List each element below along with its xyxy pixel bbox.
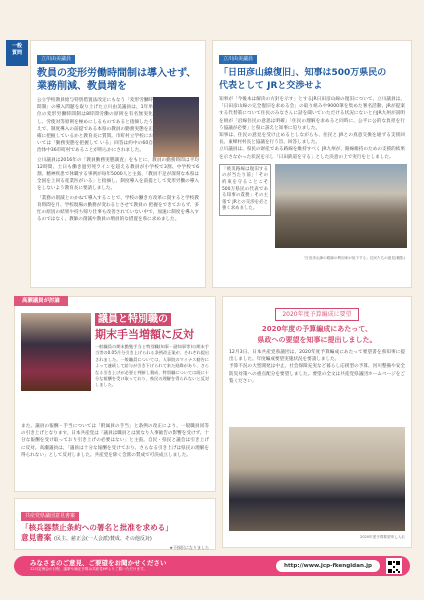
article2-body-p1: 知事が「今後本は解決の方針を示す」とするJR日田彦山線の復旧について、立川議員は、「日田彦山線の完全復旧を求める会」の取り組みや9000筆を集めた署名活動、JRが提案する代替策について住民のみなさんに話を聞いていただける状況にないと白JR九州が説明を組が「沿線住民の意思は明確」「住民の理解を求めると同時に、公平に公的な負担を行う協議が必要」と県に訴えと知事に迫りました。 <box>219 97 405 131</box>
article4-tag: 2020年度予算編成に要望 <box>275 308 358 321</box>
article3-body-p1: 一般職員の期末勤勉手当と特別職(知事・副知事等)の期末手当等の0.05月分引き上げられる条例改正案が、それぞれ提出されました。一般職員については、人事院のマイナス勧告によって連続して給与が引き下げられて来た経緯があり、さらなる引き上げが必要と判断し賛成、特別職については既に十分な報酬を受け取っており、県民の理解を得られないと反対しました。 <box>95 344 210 388</box>
article4-body-p2: 予算不況の大型開発は中止、社会保障充実など暮らし応援型の予算、河川整備や安全防災対策への重点配分を要望しました。要望の全文は共産党県議団ホームページをご覧ください。 <box>229 364 405 384</box>
article3-body-p2: また、議員の報酬・手当については「附属員の手当」と条例の改正により、一般職員同等の引き上げとなります。日本共産党は「議員は職員とは異なり人事勧告の影響を受けず、十分な報酬を受け取っており引き上げの必要はない」と主張。自民・県民と議会は引き上げに反対。高瀬議員は、「議員は十分な報酬を受けており、さらなる引き上げは県民の理解を得られない」として反対しました。共産党を除く会派の賛成で可決成立しました。 <box>21 424 209 458</box>
article2-headline-line1: 「日田彦山線復旧」、知事は500万県民の <box>219 68 387 78</box>
article2-photo-caption: 「日田彦山線の路線の利用率が低下する」住民たちの意見(撮影) <box>301 255 405 260</box>
speaker-photo <box>153 97 199 157</box>
article5-headline-line1: 「核兵器禁止条約への署名と批准を求める」 <box>21 523 173 532</box>
takase-photo <box>21 313 91 391</box>
article4-headline-line2: 県政への要望を知事に提出しました。 <box>257 336 377 344</box>
qr-code-icon <box>386 558 402 574</box>
article4-body-p1: 12月3日、日本共産党県議団は、2020年度予算編成にあたって要望書を県知事に提出しました。年度編成要望実施状況を要請しました。 <box>229 350 405 363</box>
article-hitahikosan-line <box>212 40 412 288</box>
badge-line1: 一般 <box>11 43 22 49</box>
article3-title-line1: 議員と特別職の <box>95 313 171 326</box>
footer-call: みなさまのご意見、ご要望をお聞かせください <box>30 559 167 567</box>
footer-url[interactable]: http://www.jcp-fkengidan.jp <box>276 560 380 572</box>
article2-quote: 「被災路線は復旧するのが当たり前」「その約束を守ることこそ500万県民の代表である知事の責務」その主張で JRとの交渉を必と強く求めました。 <box>219 164 271 216</box>
article-teacher-work-hours <box>30 40 206 288</box>
article1-body-p3: 「業務の削減とのかねて導入することで、学校の働き方改革に資すると学校教育時間を月、学校現場の勤務が変わるとさせて教員の 把握をできておらず、多忙の原因の結果や持ち帰り仕事も改善されていない中で、加速に制度を導入するのではなく、教師の削減や教員の増員的な措置を県に求めました。 <box>37 195 199 223</box>
budget-request-photo <box>229 427 405 531</box>
article5-headline-line2: 意見書案 <box>21 533 52 542</box>
article-bonus-increase <box>14 296 216 492</box>
crowd-photo <box>275 164 407 248</box>
article5-tag: 共産党県議団意見書案 <box>21 512 79 521</box>
article3-title-line2: 期末手当増額に反対 <box>95 328 194 341</box>
article4-headline <box>229 324 405 346</box>
article2-headline-line2: 代表として JRと交渉せよ <box>219 81 323 91</box>
article1-body-p1: 公立学校教員給与特別措置法改定にもなう「変形労働時間制」の導入問題を取り上げた立川由美議員は、1年単位の変形労働時間制は8時間労働の原則を有名無実化し、労使対等原則を極めにしるものであると指摘したうえで、制度導入の前提である本県の教員の勤務実態を正確に把握しているかと教育長に質問。市町村立学校においては「勤務実態を把握して いる」回答は約中の60自治体中36市町村であることが明らかにされました。 <box>37 98 153 154</box>
article3-banner: 高瀬議員が討論 <box>14 296 68 306</box>
article4-photo-caption: 2020年度予算要望申し入れ <box>359 535 405 539</box>
badge-line2: 質問 <box>11 50 22 56</box>
article1-headline-line2: 業務削減、教員増を <box>37 81 127 92</box>
general-question-badge <box>6 40 28 66</box>
article-nuclear-ban-treaty <box>14 498 216 550</box>
article1-body-p2: 立川議員は2016年の「教員勤務実態調査」をもとに、教員の勤務時間は平均12時間、土日も働き過労死ラインを超える教員が小学校で3割、中学校で6割、精神疾患で休職する事例が毎年5000人と主張、「教員不足が深刻な本県は全国を上回る産業医がいる」と指摘し、制度導入を前提として変形労働の導入をしないよう教育長に要請しました。 <box>37 157 199 192</box>
article1-headline <box>37 67 199 93</box>
article2-headline <box>219 67 405 93</box>
article5-subline: (民主、慈正会(一人会派)賛成、その他反対) <box>54 536 152 542</box>
footer-bar <box>14 556 410 576</box>
article2-tag: 立川由美議員 <box>219 55 257 64</box>
article4-headline-line1: 2020年度の予算編成にあたって、 <box>261 325 373 333</box>
article5-headline <box>21 523 209 544</box>
article2-body-p3: 立川議員は、県民の財産である路線を維持すべく JR九州が、路線維持のための支援的結果を示さなかった状況を示し「日田鉄道を守る」とした決意の上で実行をとしました。 <box>219 147 405 160</box>
article1-headline-line1: 教員の変形労働時間制は導入せず、 <box>37 68 197 79</box>
article3-title <box>95 313 209 341</box>
footer <box>0 556 424 600</box>
article2-body-p2: 知事は、住民の意見を受け止めるとしながらも、住民と JRとの真意交換を通ずる支援回長、東峰村村長と協議を行う旨、回答しました。 <box>219 133 405 146</box>
article5-note: ★不採択になりました <box>169 545 209 550</box>
article-budget-request <box>222 296 412 548</box>
article1-tag: 立川由美議員 <box>37 55 75 64</box>
footer-sub: 12月定例会の日程、議事や補正予算は共産党HPよりご覧いただけます。 <box>30 567 147 571</box>
